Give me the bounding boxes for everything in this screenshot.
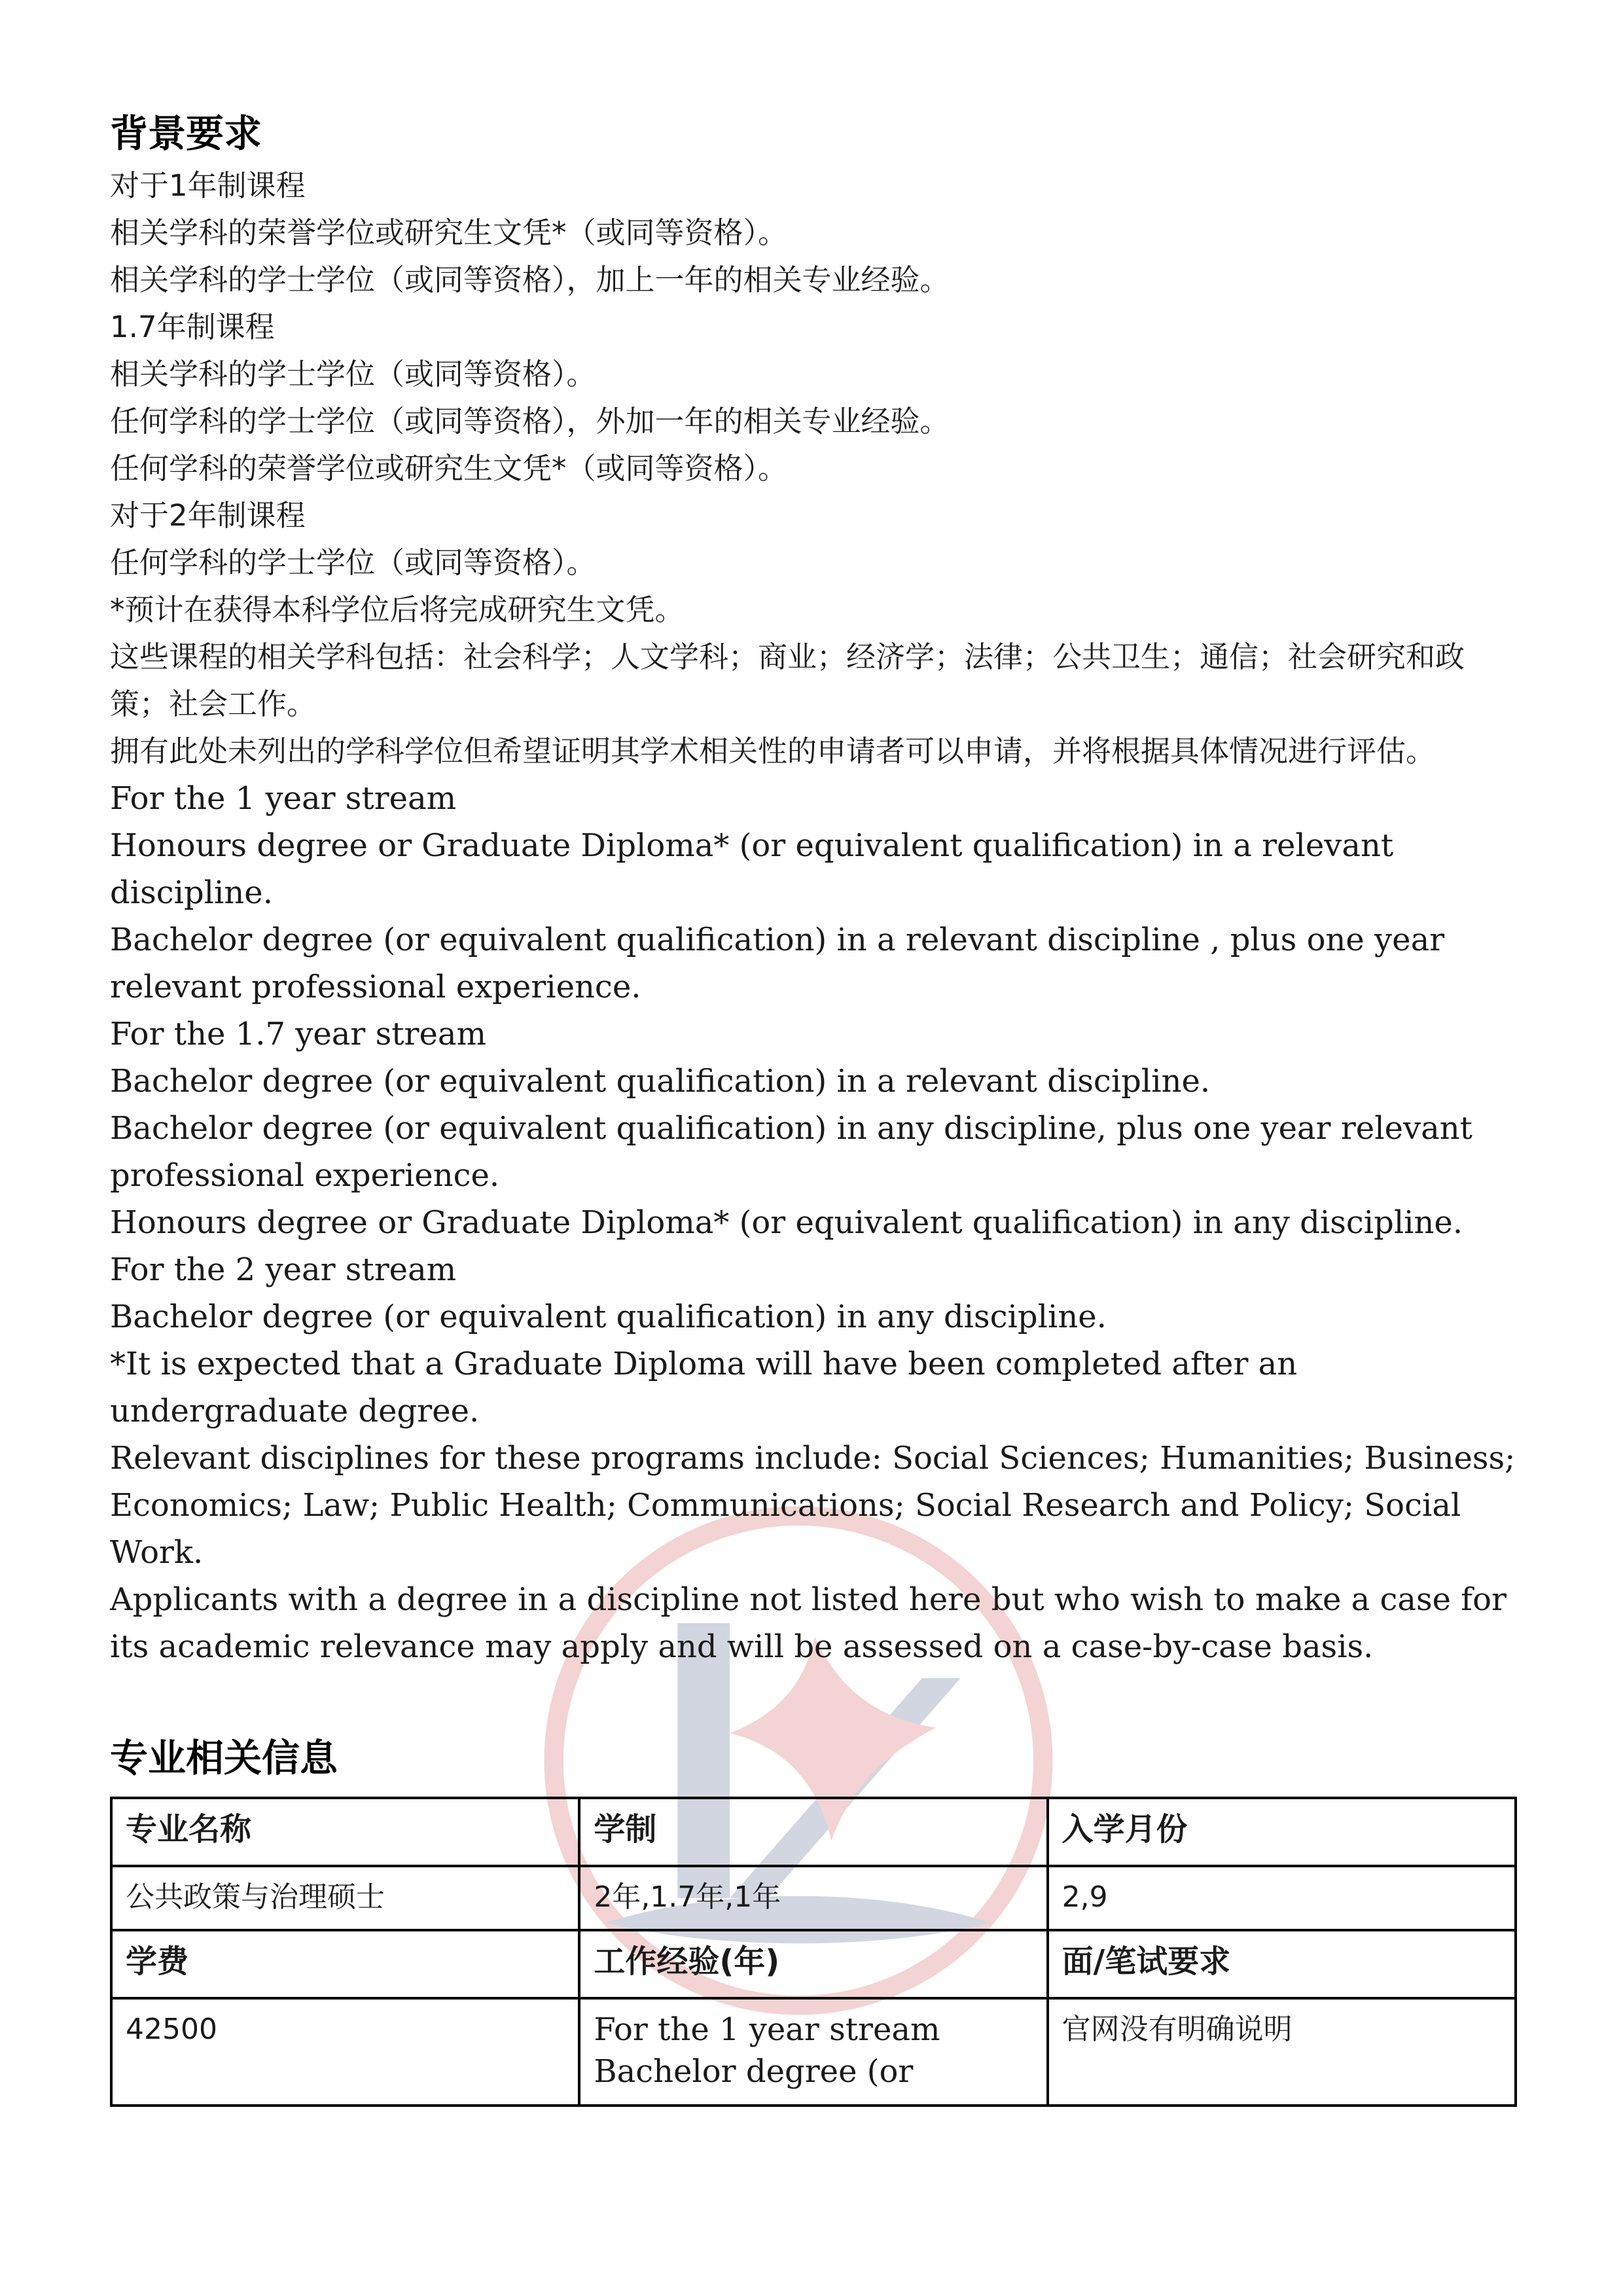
cn-line: 相关学科的学士学位（或同等资格）。 bbox=[110, 356, 596, 391]
en-line: Relevant disciplines for these programs include: Social Sciences; Humanities; Business; Economics; Law; Public Health; Communications; Social Research and Policy; Social Work. bbox=[110, 1439, 1516, 1571]
table-header-cell: 工作经验(年) bbox=[579, 1930, 1047, 1998]
table-row bbox=[111, 1998, 1516, 2106]
cn-line: 相关学科的学士学位（或同等资格），加上一年的相关专业经验。 bbox=[110, 262, 950, 297]
tuition-cell: 42500 bbox=[111, 1998, 579, 2106]
intake-month-cell: 2,9 bbox=[1048, 1866, 1516, 1930]
program-name-cell: 公共政策与治理硕士 bbox=[111, 1866, 579, 1930]
table-header-cell: 面/笔试要求 bbox=[1048, 1930, 1516, 1998]
en-line: Bachelor degree (or equivalent qualification) in a relevant discipline , plus one year relevant professional experience. bbox=[110, 921, 1445, 1005]
cn-line: 任何学科的学士学位（或同等资格），外加一年的相关专业经验。 bbox=[110, 403, 950, 439]
work-experience-cell bbox=[579, 1998, 1047, 2106]
interview-requirement-cell: 官网没有明确说明 bbox=[1048, 1998, 1516, 2106]
table-header-cell: 学制 bbox=[579, 1798, 1047, 1866]
en-line: Bachelor degree (or equivalent qualification) in any discipline, plus one year relevant professional experience. bbox=[110, 1109, 1472, 1194]
en-line: For the 1 year stream bbox=[110, 780, 457, 817]
en-line: Bachelor degree (or equivalent qualification) in a relevant discipline. bbox=[110, 1062, 1211, 1100]
en-line: *It is expected that a Graduate Diploma will have been completed after an undergraduate degree. bbox=[110, 1345, 1298, 1429]
table-row bbox=[111, 1930, 1516, 1998]
cn-line: *预计在获得本科学位后将完成研究生文凭。 bbox=[110, 592, 685, 627]
table-header-cell: 学费 bbox=[111, 1930, 579, 1998]
cn-line: 这些课程的相关学科包括：社会科学；人文学科；商业；经济学；法律；公共卫生；通信；社会研究和政策；社会工作。 bbox=[110, 639, 1465, 721]
cn-line: 相关学科的荣誉学位或研究生文凭*（或同等资格）。 bbox=[110, 215, 788, 250]
en-line: Honours degree or Graduate Diploma* (or equivalent qualification) in any discipline. bbox=[110, 1204, 1463, 1241]
table-row bbox=[111, 1866, 1516, 1930]
table-row bbox=[111, 1798, 1516, 1866]
cn-line: 对于2年制课程 bbox=[110, 497, 306, 533]
en-line: Bachelor degree (or equivalent qualification) in any discipline. bbox=[110, 1298, 1107, 1335]
background-cn-block bbox=[110, 162, 1517, 775]
program-info-heading: 专业相关信息 bbox=[110, 1735, 338, 1780]
en-line: For the 1.7 year stream bbox=[110, 1015, 486, 1052]
work-experience-line: For the 1 year stream bbox=[594, 2011, 940, 2049]
duration-cell: 2年,1.7年,1年 bbox=[579, 1866, 1047, 1930]
cn-line: 任何学科的荣誉学位或研究生文凭*（或同等资格）。 bbox=[110, 450, 788, 486]
cn-line: 1.7年制课程 bbox=[110, 309, 275, 344]
en-line: For the 2 year stream bbox=[110, 1251, 457, 1288]
en-line: Honours degree or Graduate Diploma* (or equivalent qualification) in a relevant discipline. bbox=[110, 827, 1394, 911]
cn-line: 对于1年制课程 bbox=[110, 168, 306, 203]
en-line: Applicants with a degree in a discipline not listed here but who wish to make a case for its academic relevance may apply and will be assessed on a case-by-case basis. bbox=[110, 1581, 1507, 1665]
cn-line: 任何学科的学士学位（或同等资格）。 bbox=[110, 545, 596, 580]
document-page bbox=[110, 111, 1517, 2107]
cn-line: 拥有此处未列出的学科学位但希望证明其学术相关性的申请者可以申请，并将根据具体情况进行评估。 bbox=[110, 733, 1436, 768]
background-requirements-heading: 背景要求 bbox=[110, 111, 262, 156]
work-experience-line: Bachelor degree (or bbox=[594, 2053, 914, 2090]
table-header-cell: 入学月份 bbox=[1048, 1798, 1516, 1866]
program-info-table bbox=[110, 1797, 1517, 2107]
background-en-block bbox=[110, 775, 1517, 1670]
table-header-cell: 专业名称 bbox=[111, 1798, 579, 1866]
